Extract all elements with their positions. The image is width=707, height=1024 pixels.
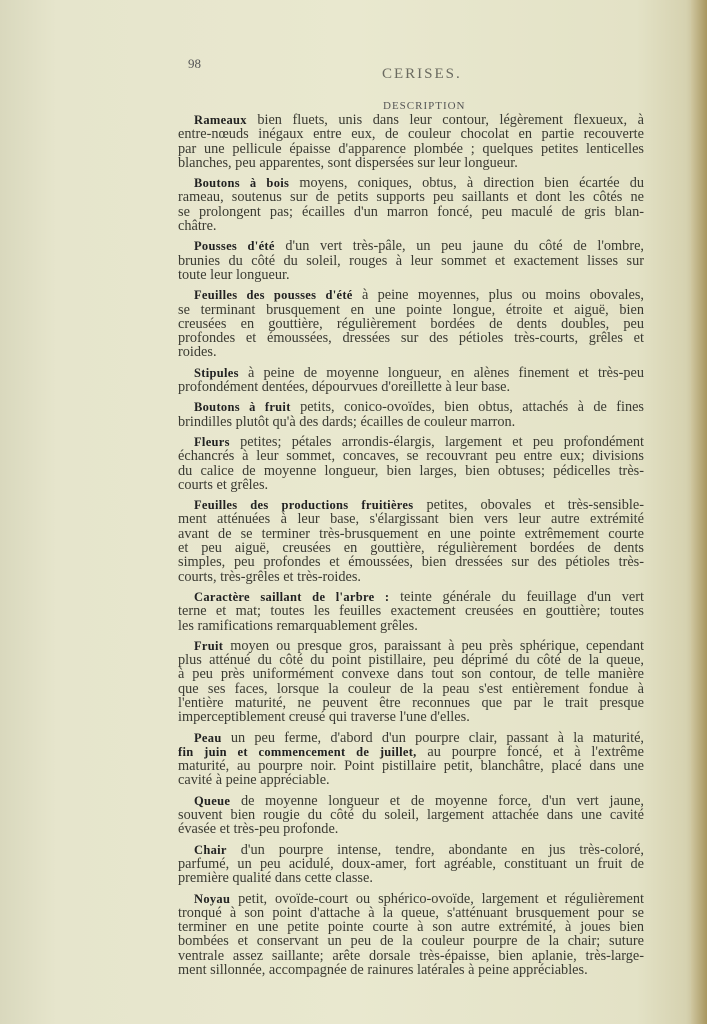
line-text: par une pellicule épaisse d'apparence plombée ; quelques petites lenticelles <box>178 140 644 157</box>
text-line <box>178 527 644 541</box>
text-line <box>178 478 644 492</box>
line-text: simples, peu profondes et émoussées, bien dressées sur des pétioles très- <box>178 554 644 571</box>
text-line <box>178 963 644 977</box>
line-text: moyens, coniques, obtus, à direction bien écartée du <box>299 175 645 192</box>
text-line <box>178 555 644 569</box>
text-line <box>178 205 644 219</box>
text-line <box>178 435 644 449</box>
line-text: l'entière maturité, ne peuvent être reconnues que par le trait presque <box>178 694 644 711</box>
text-line <box>178 127 644 141</box>
text-line <box>178 773 644 787</box>
line-text: bombées et conservant un peu de la couleur pourpre de la chair; suture <box>178 933 644 950</box>
text-line <box>178 619 644 633</box>
text-line <box>178 303 644 317</box>
text-line <box>178 934 644 948</box>
text-line <box>178 464 644 478</box>
text-line <box>178 871 644 885</box>
line-text: teinte générale du feuillage d'un vert <box>400 588 644 605</box>
paragraph-lead: Boutons à bois <box>194 176 290 191</box>
line-text: que ses faces, lorsque la couleur de la peau s'est entièrement fondue à <box>178 680 644 697</box>
text-line <box>178 843 644 857</box>
line-text: souvent bien rougie du côté du soleil, largement attachée dans une cavité <box>178 807 644 824</box>
line-text: à peine moyennes, plus ou moins obovales, <box>361 287 644 304</box>
line-text: échancrés à leur sommet, concaves, se recouvrant peu entre eux; divisions <box>178 448 644 465</box>
paragraph <box>178 435 644 492</box>
paragraph <box>178 400 644 429</box>
text-line <box>178 190 644 204</box>
paragraph <box>178 288 644 359</box>
text-line <box>178 653 644 667</box>
book-spine <box>691 0 707 1024</box>
paragraph <box>178 731 644 788</box>
line-text: petites; pétales arrondis-élargis, largement et peu profondément <box>240 433 645 450</box>
line-text: petit, ovoïde-court ou sphérico-ovoïde, largement et régulièrement <box>238 890 645 907</box>
line-text: ventrale assez saillante; arête dorsale très-épaisse, bien aplanie, très-large- <box>178 947 644 964</box>
line-text: blanches, peu apparentes, sont dispersées sur leur longueur. <box>178 154 518 171</box>
line-text: terminer en une petite pointe courte à son autre extrémité, à joues bien <box>178 919 644 936</box>
paragraph-lead: Pousses d'été <box>194 239 275 254</box>
text-line <box>178 142 644 156</box>
line-text: roides. <box>178 344 217 361</box>
line-text: terne et mat; toutes les feuilles exactement creusées en gouttière; toutes <box>178 603 644 620</box>
paragraph <box>178 176 644 233</box>
text-line <box>178 696 644 710</box>
line-text: de moyenne longueur et de moyenne force, d'un vert jaune, <box>240 792 645 809</box>
text-line <box>178 219 644 233</box>
text-line <box>178 759 644 773</box>
text-line <box>178 822 644 836</box>
text-line <box>178 345 644 359</box>
text-line <box>178 604 644 618</box>
text-line <box>178 254 644 268</box>
line-text: petits, conico-ovoïdes, bien obtus, attachés à de fines <box>300 399 645 416</box>
text-line <box>178 317 644 331</box>
line-text: se prolongent pas; écailles d'un marron foncé, peu maculé de gris blan- <box>178 203 644 220</box>
line-text: toute leur longueur. <box>178 266 290 283</box>
paragraph-lead: Fleurs <box>194 434 230 449</box>
line-text: bien fluets, unis dans leur contour, légèrement flexueux, à <box>257 112 644 128</box>
paragraph-lead: Peau <box>194 730 222 745</box>
text-line <box>178 415 644 429</box>
line-text: à peine de moyenne longueur, en alènes finement et très-peu <box>247 364 645 381</box>
text-line <box>178 745 644 759</box>
text-line <box>178 512 644 526</box>
line-text: parfumé, un peu acidulé, doux-amer, fort agréable, constituant un fruit de <box>178 855 644 872</box>
text-line <box>178 268 644 282</box>
line-text: courts, très-grêles et très-roides. <box>178 568 362 585</box>
text-line <box>178 857 644 871</box>
line-text: au pourpre foncé, et à l'extrême <box>427 743 644 760</box>
paragraph-lead: Queue <box>194 793 231 808</box>
line-text: tronqué à son point d'attache à la queue, s'atténuant brusquement pour se <box>178 904 644 921</box>
section-heading: DESCRIPTION <box>383 100 466 112</box>
paragraph-lead: Rameaux <box>194 113 247 127</box>
line-text: se terminant brusquement en une pointe longue, étroite et aiguë, bien <box>178 301 644 318</box>
paragraph-lead: Fruit <box>194 638 224 653</box>
text-line <box>178 331 644 345</box>
line-text: première qualité dans cette classe. <box>178 870 373 887</box>
text-line <box>178 380 644 394</box>
text-line <box>178 892 644 906</box>
line-text: petites, obovales et très-sensible- <box>426 497 644 514</box>
line-text: ment sillonnée, accompagnée de rainures latérales à peine appréciables. <box>178 962 588 979</box>
paragraph <box>178 239 644 282</box>
paragraph-lead: Feuilles des productions fruitières <box>194 498 414 513</box>
text-line <box>178 590 644 604</box>
paragraph-lead: Boutons à fruit <box>194 400 291 415</box>
paragraph <box>178 843 644 886</box>
text-line <box>178 667 644 681</box>
line-text: les ramifications remarquablement grêles. <box>178 617 418 634</box>
line-text: plus atténué du côté du point pistillaire, peu déprimé du côté de la queue, <box>178 652 644 669</box>
paragraph-lead: Caractère saillant de l'arbre : <box>194 589 390 604</box>
text-line <box>178 794 644 808</box>
paragraph-lead: Noyau <box>194 891 231 906</box>
line-text: rameau, soutenus sur de petits supports peu saillants et dont les côtés ne <box>178 189 644 206</box>
line-text: un peu ferme, d'abord d'un pourpre clair, passant à la maturité, <box>230 729 645 746</box>
paragraph <box>178 639 644 725</box>
text-line <box>178 366 644 380</box>
line-text: ment atténuées à leur base, s'élargissant bien vers leur autre extrémité <box>178 511 644 528</box>
text-line <box>178 176 644 190</box>
paragraph-lead: Stipules <box>194 365 239 380</box>
text-line <box>178 682 644 696</box>
line-text: maturité, au pourpre noir. Point pistillaire petit, blanchâtre, placé dans une <box>178 758 644 775</box>
paragraph <box>178 590 644 633</box>
text-line <box>178 710 644 724</box>
text-line <box>178 949 644 963</box>
paragraph <box>178 366 644 395</box>
paragraph <box>178 113 644 170</box>
line-text: moyen ou presque gros, paraissant à peu près sphérique, cependant <box>230 637 644 654</box>
text-line <box>178 498 644 512</box>
line-text: évasée et très-peu profonde. <box>178 821 339 838</box>
text-line <box>178 570 644 584</box>
text-line <box>178 920 644 934</box>
line-text: brindilles plutôt qu'à des dards; écailles de couleur marron. <box>178 413 516 430</box>
text-line <box>178 541 644 555</box>
line-text: et peu aiguë, creusées en gouttière, régulièrement bordées de dents <box>178 540 644 557</box>
line-text: creusées en gouttière, régulièrement bordées de dents doubles, peu <box>178 315 644 332</box>
text-line <box>178 639 644 653</box>
line-text: entre-nœuds inégaux entre eux, de couleur chocolat en partie recouverte <box>178 126 644 143</box>
line-text: imperceptiblement creusé qui traverse l'une d'elles. <box>178 709 470 726</box>
paragraph <box>178 892 644 978</box>
emphasis-text: fin juin et commencement de juillet, <box>178 744 417 759</box>
text-line <box>178 288 644 302</box>
line-text: brunies du côté du soleil, rouges à leur sommet et exactement lisses sur <box>178 252 644 269</box>
text-line <box>178 731 644 745</box>
line-text: profondes et émoussées, dressées sur des pétioles très-courts, grêles et <box>178 330 644 347</box>
text-line <box>178 113 644 127</box>
text-line <box>178 449 644 463</box>
paragraph-lead: Chair <box>194 842 227 857</box>
text-line <box>178 808 644 822</box>
line-text: à peu près uniformément convexe dans tout son contour, de telle manière <box>178 666 644 683</box>
line-text: avant de se terminer très-brusquement en une pointe extrêmement courte <box>178 525 644 542</box>
text-line <box>178 400 644 414</box>
line-text: châtre. <box>178 218 217 235</box>
text-line <box>178 239 644 253</box>
page-number: 98 <box>188 56 201 71</box>
text-line <box>178 156 644 170</box>
running-title: CERISES. <box>382 66 462 82</box>
line-text: du calice de moyenne longueur, bien larges, bien obtuses; pédicelles très- <box>178 462 644 479</box>
line-text: courts et grêles. <box>178 476 269 493</box>
description-text <box>178 113 644 983</box>
paragraph <box>178 794 644 837</box>
paragraph <box>178 498 644 584</box>
text-line <box>178 906 644 920</box>
line-text: cavité à peine appréciable. <box>178 772 330 789</box>
line-text: d'un pourpre intense, tendre, abondante en jus très-coloré, <box>240 841 645 858</box>
line-text: d'un vert très-pâle, un peu jaune du côté de l'ombre, <box>285 238 645 255</box>
line-text: profondément dentées, dépourvues d'oreillette à leur base. <box>178 379 511 396</box>
paragraph-lead: Feuilles des pousses d'été <box>194 288 353 303</box>
